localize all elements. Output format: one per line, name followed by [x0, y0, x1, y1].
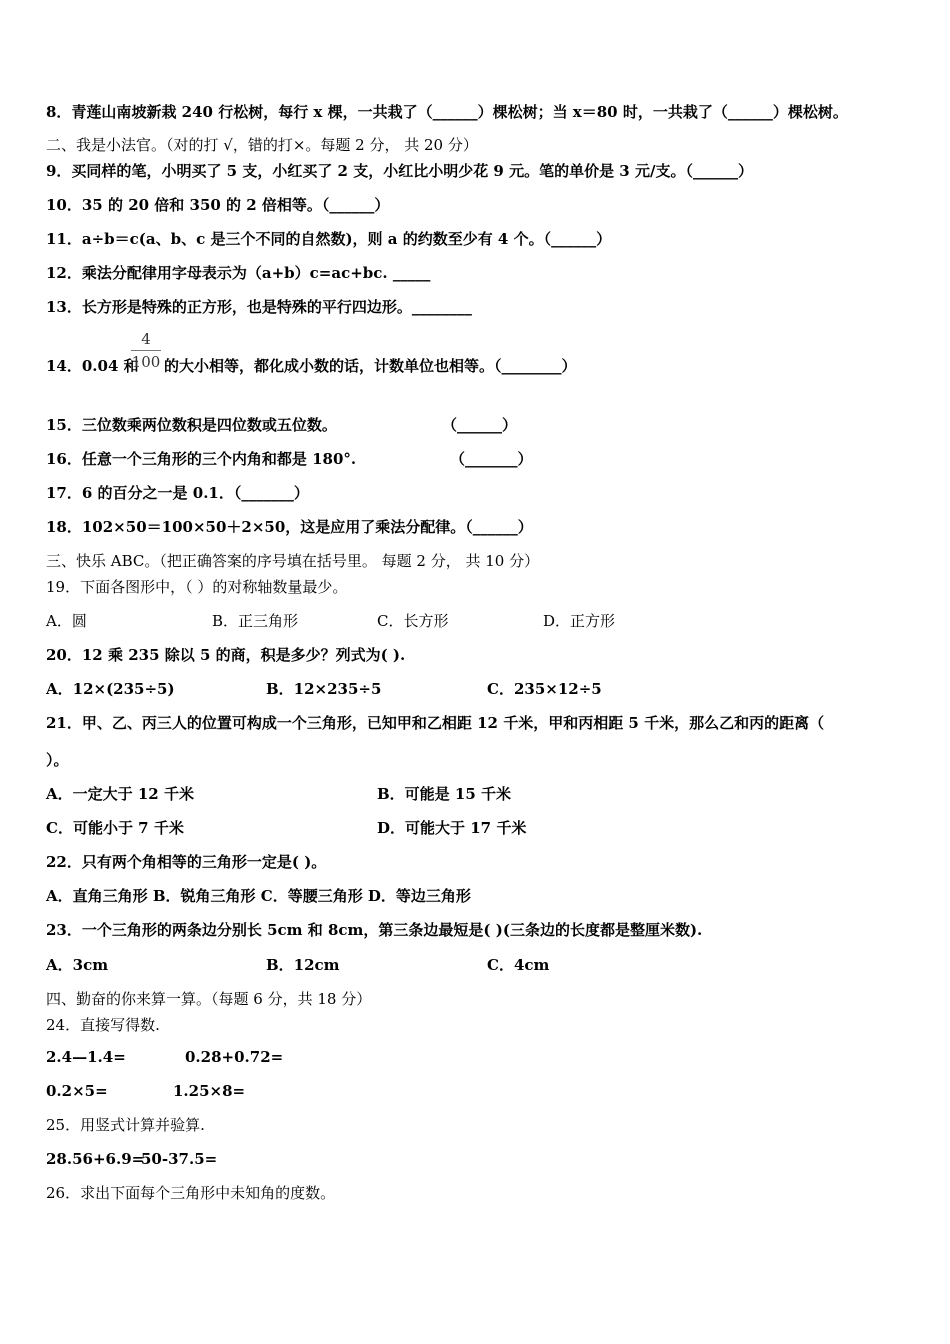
question-16: 16．任意一个三角形的三个内角和都是 180°. [46, 450, 357, 468]
option-d: D．正方形 [543, 612, 616, 630]
question-14-suffix: 的大小相等，都化成小数的话，计数单位也相等。（________） [164, 357, 577, 375]
option-a: A．3cm [46, 956, 109, 974]
question-23: 23．一个三角形的两条边分别长 5cm 和 8cm，第三条边最短是( )(三条边的长度都是整厘米数). [46, 921, 703, 939]
question-14-prefix: 14．0.04 和 [46, 357, 139, 375]
option-d: D．可能大于 17 千米 [377, 819, 527, 837]
option-c: C．4cm [487, 956, 550, 974]
question-22-options: A．直角三角形 B．锐角三角形 C．等腰三角形 D．等边三角形 [46, 887, 471, 905]
option-b: B．12cm [266, 956, 340, 974]
question-26: 26．求出下面每个三角形中未知角的度数。 [46, 1184, 336, 1202]
fraction-bar [131, 350, 161, 351]
section-2-heading: 二、我是小法官。（对的打 √，错的打×。每题 2 分， 共 20 分） [46, 136, 478, 154]
question-20: 20．12 乘 235 除以 5 的商，积是多少？列式为( ). [46, 646, 406, 664]
question-24: 24．直接写得数. [46, 1016, 160, 1034]
question-13: 13．长方形是特殊的正方形，也是特殊的平行四边形。________ [46, 298, 472, 316]
calc-item: 28.56+6.9= [46, 1150, 145, 1168]
calc-item: 0.28+0.72= [185, 1048, 284, 1066]
question-12: 12．乘法分配律用字母表示为（a+b）c=ac+bc. _____ [46, 264, 431, 282]
option-a: A．圆 [46, 612, 87, 630]
question-19: 19．下面各图形中，（ ）的对称轴数量最少。 [46, 578, 348, 596]
option-a: A．一定大于 12 千米 [46, 785, 194, 803]
question-21-continued: ）。 [46, 751, 69, 769]
option-c: C．可能小于 7 千米 [46, 819, 184, 837]
calc-item: 50-37.5= [141, 1150, 218, 1168]
question-25: 25．用竖式计算并验算. [46, 1116, 205, 1134]
calc-item: 1.25×8= [173, 1082, 246, 1100]
question-9: 9．买同样的笔，小明买了 5 支，小红买了 2 支，小红比小明少花 9 元。笔的单价是 3 元/支。（______） [46, 162, 753, 180]
fraction-denominator: 100 [131, 353, 161, 371]
question-17: 17．6 的百分之一是 0.1．（_______） [46, 484, 309, 502]
section-4-heading: 四、勤奋的你来算一算。（每题 6 分，共 18 分） [46, 990, 372, 1008]
question-11: 11．a÷b＝c(a、b、c 是三个不同的自然数)，则 a 的约数至少有 4 个。（______） [46, 230, 612, 248]
question-22: 22．只有两个角相等的三角形一定是( )。 [46, 853, 327, 871]
question-10: 10．35 的 20 倍和 350 的 2 倍相等。（______） [46, 196, 390, 214]
calc-item: 2.4—1.4= [46, 1048, 126, 1066]
calc-item: 0.2×5= [46, 1082, 108, 1100]
section-3-heading: 三、快乐 ABC。（把正确答案的序号填在括号里。 每题 2 分， 共 10 分） [46, 552, 540, 570]
question-16-blank: （_______） [450, 450, 533, 468]
option-b: B．可能是 15 千米 [377, 785, 511, 803]
question-21: 21．甲、乙、丙三人的位置可构成一个三角形，已知甲和乙相距 12 千米，甲和丙相距 5 千米，那么乙和丙的距离（ [46, 714, 825, 732]
question-18: 18．102×50＝100×50＋2×50，这是应用了乘法分配律。（______） [46, 518, 533, 536]
question-8: 8．青莲山南坡新栽 240 行松树，每行 x 棵，一共栽了（______）棵松树；当 x＝80 时，一共栽了（______）棵松树。 [46, 103, 848, 121]
option-b: B．正三角形 [212, 612, 299, 630]
question-15-blank: （______） [442, 416, 518, 434]
option-a: A．12×(235÷5) [46, 680, 175, 698]
option-c: C．235×12÷5 [487, 680, 602, 698]
fraction-numerator: 4 [141, 330, 151, 348]
option-b: B．12×235÷5 [266, 680, 382, 698]
fraction-4-over-100 [131, 330, 161, 371]
question-15: 15．三位数乘两位数积是四位数或五位数。 [46, 416, 337, 434]
option-c: C．长方形 [377, 612, 449, 630]
